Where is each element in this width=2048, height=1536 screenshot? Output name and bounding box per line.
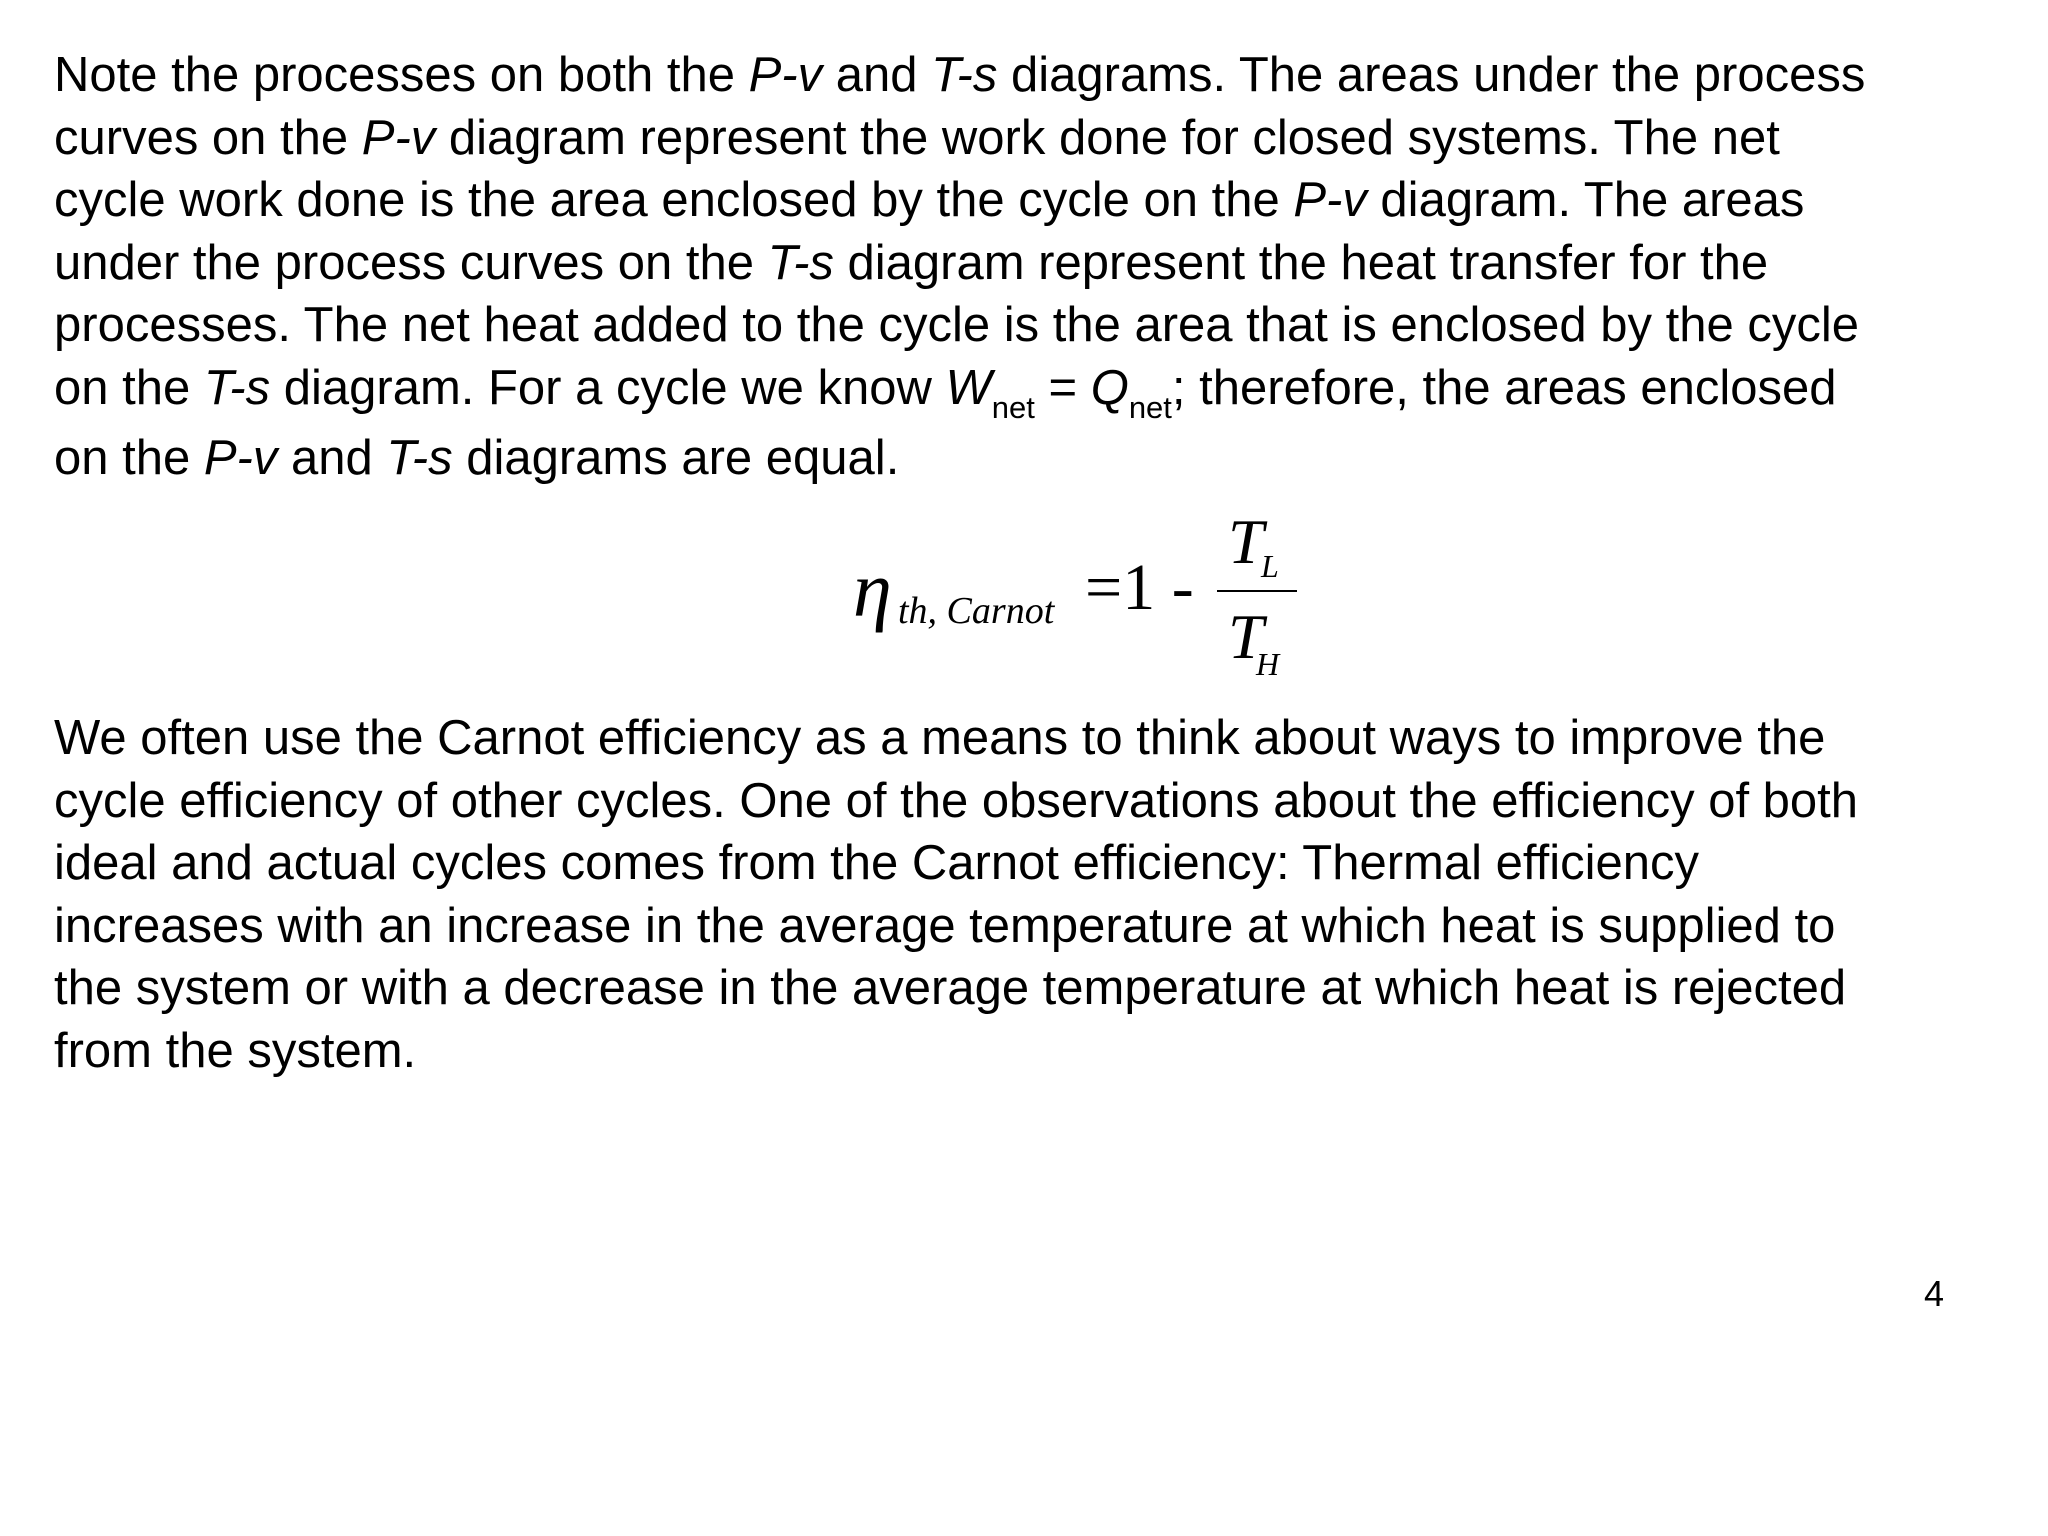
eta-subscript: th, Carnot bbox=[898, 590, 1055, 632]
ts-diagram-term: T-s bbox=[203, 360, 271, 415]
text-line: on the P-v and T-s diagrams are equal. bbox=[54, 431, 900, 485]
carnot-efficiency-formula bbox=[853, 505, 1313, 695]
text-line: ideal and actual cycles comes from the Carnot efficiency: Thermal efficiency bbox=[54, 836, 1699, 890]
pv-diagram-term: P-v bbox=[203, 431, 278, 485]
intro-paragraph bbox=[54, 44, 2014, 497]
pv-diagram-term: P-v bbox=[361, 110, 436, 165]
work-subscript: net bbox=[991, 389, 1035, 425]
text-line: increases with an increase in the average temperature at which heat is supplied to bbox=[54, 898, 1836, 953]
eta-symbol: η bbox=[853, 546, 892, 633]
equals-one-minus: =1 - bbox=[1085, 551, 1194, 624]
text-line: We often use the Carnot efficiency as a means to think about ways to improve the bbox=[54, 711, 1826, 765]
ts-diagram-term: T-s bbox=[767, 235, 834, 290]
ts-diagram-term: T-s bbox=[386, 431, 453, 485]
denominator-subscript: H bbox=[1256, 646, 1280, 682]
text-line: cycle work done is the area enclosed by the cycle on the P-v diagram. The areas bbox=[54, 173, 1805, 227]
text-line: Note the processes on both the P-v and T-s diagrams. The areas under the process bbox=[54, 48, 1866, 102]
fraction-denominator: T bbox=[1228, 601, 1264, 672]
work-symbol: W bbox=[945, 360, 992, 415]
heat-symbol: Q bbox=[1090, 360, 1129, 415]
text-line: curves on the P-v diagram represent the work done for closed systems. The net bbox=[54, 110, 1780, 165]
text-line: from the system. bbox=[54, 1023, 417, 1078]
carnot-discussion-paragraph bbox=[54, 707, 2014, 1082]
pv-diagram-term: P-v bbox=[748, 48, 823, 102]
numerator-subscript: L bbox=[1261, 548, 1279, 584]
page-number: 4 bbox=[1924, 1273, 1945, 1314]
heat-subscript: net bbox=[1128, 389, 1172, 425]
text-line: the system or with a decrease in the average temperature at which heat is rejected bbox=[54, 961, 1847, 1015]
pv-diagram-term: P-v bbox=[1293, 173, 1367, 227]
text-line: cycle efficiency of other cycles. One of the observations about the efficiency of both bbox=[54, 773, 1859, 828]
text-line: processes. The net heat added to the cycle is the area that is enclosed by the cycle bbox=[54, 298, 1860, 352]
text-line: under the process curves on the T-s diagram represent the heat transfer for the bbox=[54, 235, 1769, 290]
ts-diagram-term: T-s bbox=[931, 48, 998, 102]
text-line: on the T-s diagram. For a cycle we know $W_{net} = Q_{net}$; therefore, the areas enclosed bbox=[54, 360, 1837, 425]
fraction-bar bbox=[1217, 590, 1297, 592]
fraction-numerator: T bbox=[1228, 506, 1264, 577]
